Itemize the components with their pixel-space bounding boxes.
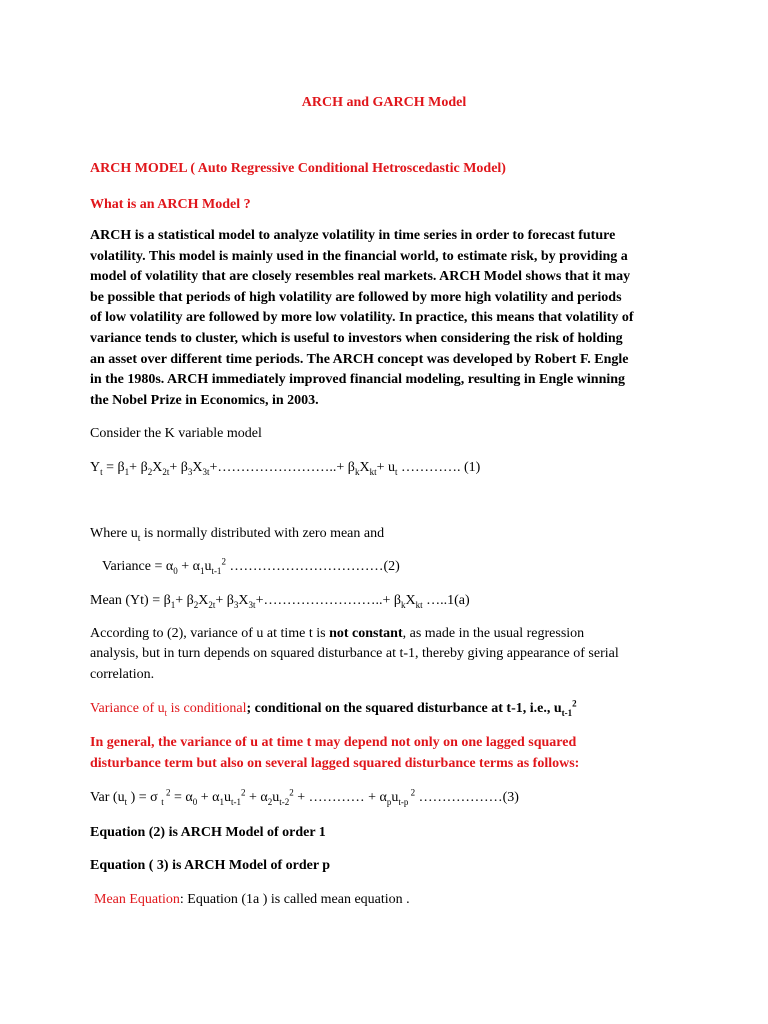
intro-line: ARCH is a statistical model to analyze volatility in time series in order to forecast future	[90, 228, 616, 243]
intro-paragraph	[90, 226, 690, 411]
mean-equation-line: Mean Equation: Equation (1a ) is called mean equation .	[94, 892, 410, 907]
intro-line: volatility. This model is mainly used in the financial world, to estimate risk, by providing a	[90, 248, 628, 264]
intro-line: an asset over different time periods. The ARCH concept was developed by Robert F. Engle	[90, 351, 629, 367]
equation-1a: Mean $(Yt) = \beta_1+ \beta_2X_{2t}+$ $\beta_3X_{3t}+\dots\dots\dots\dots\dots\dots\dots\dots..+ \beta_kX_{kt}$ …..1(a)	[90, 593, 470, 610]
arch-model-heading: ARCH MODEL ( Auto Regressive Conditional Hetroscedastic Model)	[90, 161, 506, 176]
consider-text: Consider the K variable model	[90, 426, 262, 441]
conditional-line: Variance of $u_t$ is conditional; conditional on the squared disturbance at t-1, i.e., $u_{t-1}^2$	[90, 698, 577, 718]
intro-line: variance tends to cluster, which is useful to investors when considering the risk of holding	[90, 330, 623, 346]
equation-1: $Y_t = \beta_1+ \beta_2X_{2t}+$ $\beta_3X_{3t}+\dots\dots\dots\dots\dots\dots\dots\dots..+ \beta_kX_{kt}+ u_t$ …………. (1)	[90, 460, 481, 477]
equation-2-statement: Equation (2) is ARCH Model of order 1	[90, 825, 326, 840]
equation-3-statement: Equation ( 3) is ARCH Model of order p	[90, 858, 331, 873]
equation-3: Var ($u_t$ ) = σ $_t$ $^2 = \alpha_0 + \alpha_1u_{t-1}^2 + \alpha_2u_{t-2}^2$ + ………… + $\alpha_pu_{t-p}$ $^2$ ………………(3)	[90, 787, 519, 807]
general-line-1: In general, the variance of u at time t may depend not only on one lagged squared	[90, 735, 577, 750]
according-line-3: correlation.	[90, 667, 155, 682]
intro-line: in the 1980s. ARCH immediately improved financial modeling, resulting in Engle winning	[90, 372, 626, 388]
intro-line: be possible that periods of high volatility are followed by more high volatility and periods	[90, 289, 622, 305]
general-line-2: disturbance term but also on several lagged squared disturbance terms as follows:	[90, 756, 580, 771]
where-text: Where $u_t$ is normally distributed with zero mean and	[90, 526, 385, 543]
intro-line: model of volatility that are closely resembles real markets. ARCH Model shows that it may	[90, 269, 631, 285]
document-title: ARCH and GARCH Model	[301, 95, 467, 110]
intro-line: the Nobel Prize in Economics, in 2003.	[90, 392, 319, 408]
what-is-heading: What is an ARCH Model ?	[90, 197, 251, 212]
intro-line: of low volatility are followed by more low volatility. In practice, this means that volatility of	[90, 310, 634, 326]
according-line-2: analysis, but in turn depends on squared disturbance at t-1, thereby giving appearance of serial	[90, 646, 619, 661]
equation-2: Variance = $\alpha_0 + \alpha_1u_{t-1}^2$ ……………………………(2)	[102, 556, 400, 576]
according-line-1: According to (2), variance of u at time t is not constant, as made in the usual regression	[90, 626, 585, 641]
